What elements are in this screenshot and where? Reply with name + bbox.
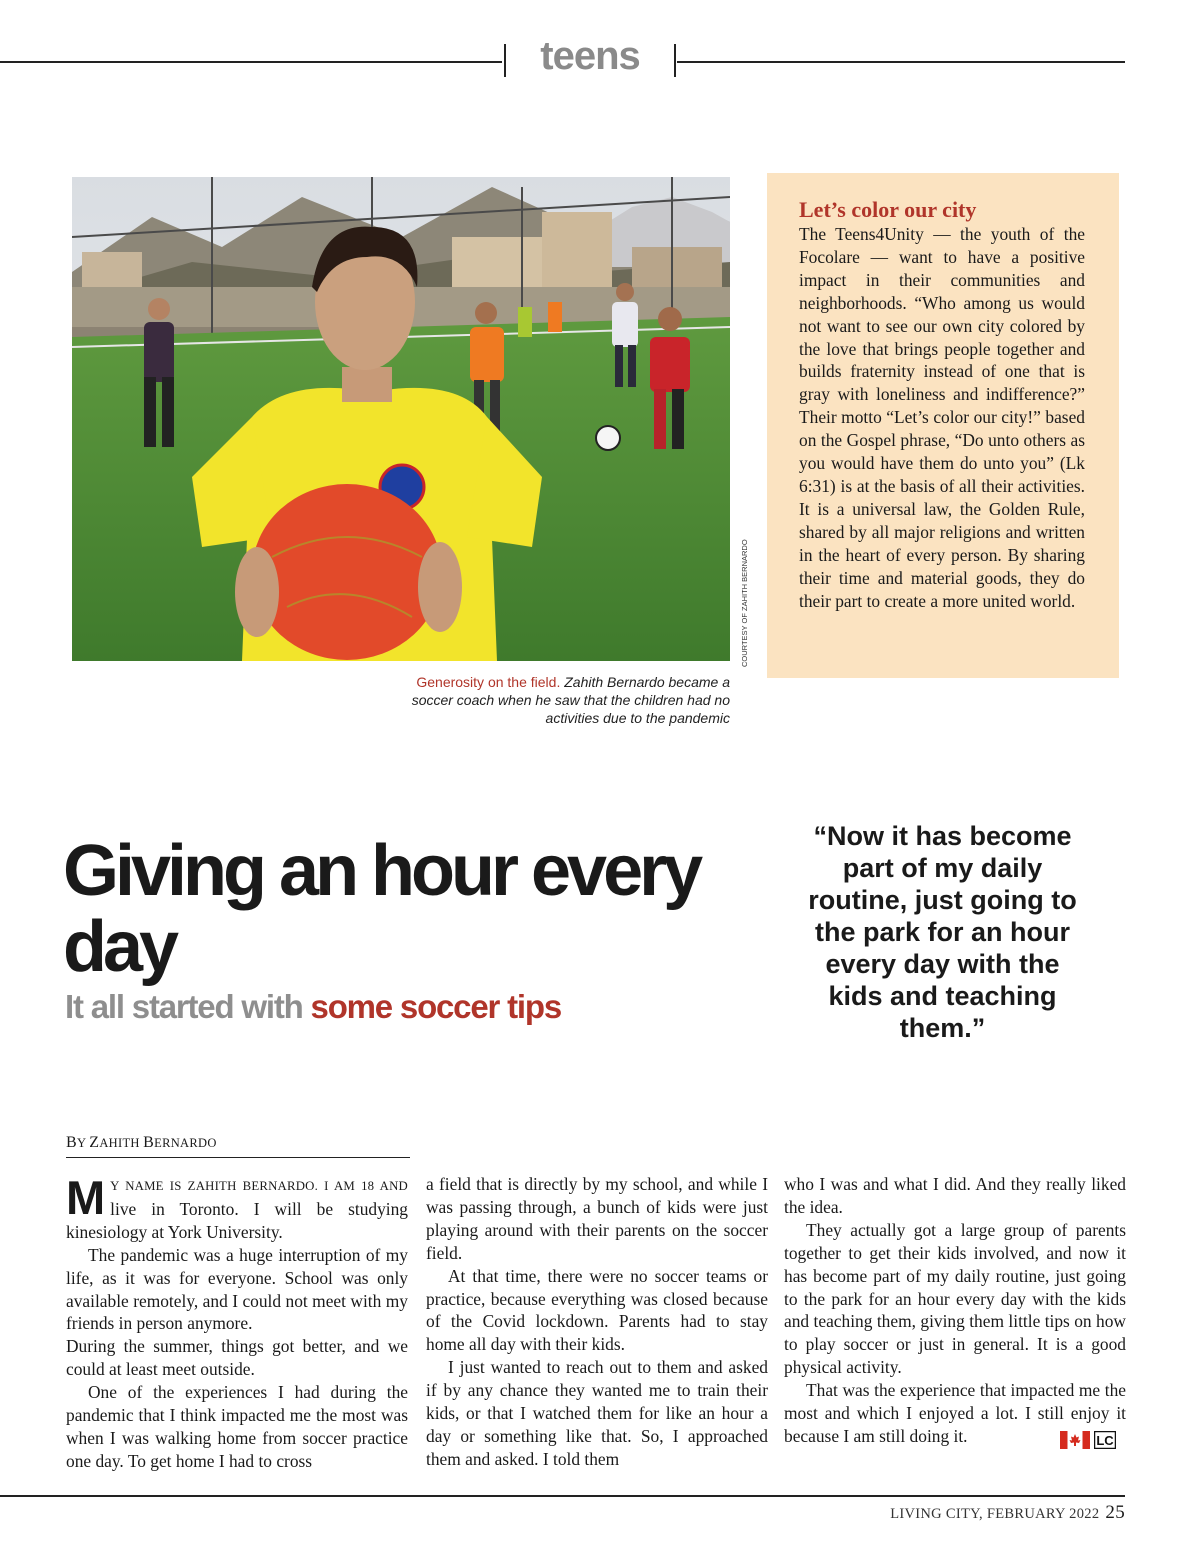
body-column-2 bbox=[426, 1173, 768, 1471]
caption-lead: Generosity on the field. bbox=[416, 674, 561, 690]
publication-name: LIVING CITY, FEBRUARY 2022 bbox=[890, 1506, 1100, 1522]
lc-logo-icon bbox=[1094, 1431, 1116, 1449]
soccer-ball-icon bbox=[596, 426, 620, 450]
article-photo bbox=[72, 177, 730, 661]
paragraph-1-text: live in Toronto. I will be studying kinesiology at York University. bbox=[66, 1198, 408, 1242]
paragraph-7: They actually got a large group of parents together to get their kids involved, and now it has become part of my daily routine, just going to the park for an hour every day with the kids and teaching them, giving them little tips on how to play soccer or just in general. It is a good physical activity. bbox=[784, 1219, 1126, 1378]
svg-text:LC: LC bbox=[1096, 1432, 1114, 1448]
canada-flag-icon bbox=[1060, 1431, 1090, 1449]
body-column-3 bbox=[784, 1173, 1126, 1449]
photo-caption bbox=[380, 673, 730, 727]
caption-body: Zahith Bernardo became a soccer coach when he saw that the children had no activities due to the pandemic bbox=[411, 674, 730, 726]
byline-by-rest: Y bbox=[76, 1136, 90, 1150]
drop-cap: M bbox=[66, 1171, 106, 1224]
header-divider-right bbox=[674, 44, 676, 77]
folio bbox=[890, 1502, 1125, 1524]
byline-first-initial: Z bbox=[89, 1134, 100, 1151]
footer-rule bbox=[0, 1495, 1125, 1497]
sidebar-text: The Teens4Unity — the youth of the Focolare — want to have a positive impact in their communities and neighborhoods. “Who among us would not want to see our own city colored by the love that brings people together and builds fraternity instead of one that is gray with loneliness and indifference?” Their motto “Let’s color our city!” based on the Gospel phrase, “Do unto others as you would have them do unto you” (Lk 6:31) is at the basis of all their activities. It is a universal law, the Golden Rule, shared by all major religions and written in the heart of every person. By sharing their time and material goods, they do their part to create a more united world. bbox=[799, 224, 1085, 611]
end-marks bbox=[1038, 1427, 1116, 1450]
paragraph-4: One of the experiences I had during the pandemic that I think impacted me the most was when I was walking home from soccer practice one day. To get home I had to cross bbox=[66, 1382, 408, 1471]
header-rule-right bbox=[677, 61, 1125, 63]
body-column-1 bbox=[66, 1173, 408, 1473]
header-rule-left bbox=[0, 61, 502, 63]
section-label: teens bbox=[540, 34, 640, 78]
byline-last-initial: B bbox=[143, 1134, 155, 1151]
byline-last-rest: ERNARDO bbox=[154, 1136, 217, 1150]
paragraph-8-text: That was the experience that impacted me the most and which I enjoyed a lot. I still enjoy it because I am still doing it. bbox=[784, 1380, 1126, 1446]
paragraph-8 bbox=[784, 1379, 1126, 1449]
sidebar-title: Let’s color our city bbox=[799, 197, 977, 222]
byline bbox=[66, 1134, 217, 1152]
paragraph-6-cont: who I was and what I did. And they really liked the idea. bbox=[784, 1174, 1126, 1217]
subhead-red: some soccer tips bbox=[310, 988, 561, 1025]
photo-credit: COURTESY OF ZAHITH BERNARDO bbox=[740, 539, 749, 667]
headline: Giving an hour every day bbox=[63, 831, 700, 987]
paragraph-1 bbox=[66, 1173, 408, 1244]
page-number: 25 bbox=[1105, 1502, 1125, 1523]
byline-first-rest: AHITH bbox=[99, 1136, 144, 1150]
paragraph-6: I just wanted to reach out to them and asked if by any chance they wanted me to train their kids, or that I watched them for like an hour a day or something like that. So, I approached them and asked. I told them bbox=[426, 1357, 768, 1469]
subhead bbox=[65, 987, 725, 1027]
subhead-gray: It all started with bbox=[65, 988, 311, 1025]
paragraph-5: At that time, there were no soccer teams or practice, because everything was closed because of the Covid lockdown. Parents had to stay home all day with their kids. bbox=[426, 1265, 768, 1355]
paragraph-4-cont: a field that is directly by my school, and while I was passing through, a bunch of kids were just playing around with their parents on the soccer field. bbox=[426, 1174, 768, 1263]
sidebar-box bbox=[767, 173, 1119, 678]
byline-by-initial: B bbox=[66, 1134, 77, 1151]
pull-quote: “Now it has become part of my daily routine, just going to the park for an hour every day with the kids and teaching them.” bbox=[808, 821, 1077, 1043]
lead-in-caps: Y NAME IS ZAHITH BERNARDO. I AM 18 AND bbox=[110, 1179, 408, 1193]
paragraph-3: During the summer, things got better, and we could at least meet outside. bbox=[66, 1336, 408, 1380]
byline-rule bbox=[66, 1157, 410, 1158]
paragraph-2: The pandemic was a huge interruption of my life, as it was for everyone. School was only available remotely, and I could not meet with my friends in person anymore. bbox=[66, 1244, 408, 1334]
